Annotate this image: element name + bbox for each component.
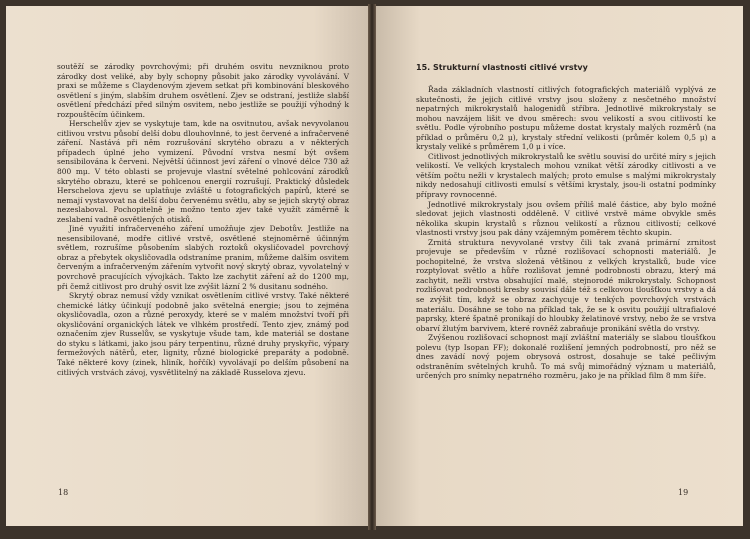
paragraph: soutěží se zárodky povrchovými; při druhém osvitu nevzniknou proto zárodky dost veliké, aby byly schopny působit jako zárodky vyvolávání. V praxi se můžeme s Claydenovým zjevem setkat při kombinování bleskového osvětlení s jiným, slabším druhem osvětlení. Zjev se odstraní, jestliže slabší osvětlení předchází před silným osvitem, nebo jestliže se použijí výhodný k rozpouštěcím účinkem. xyxy=(57,62,349,119)
book-gutter xyxy=(368,4,376,530)
paragraph: Skrytý obraz nemusí vždy vznikat osvětlením citlivé vrstvy. Také některé chemické látky účinkují podobně jako světelná energie; jsou to zejména okysličovadla, ozon a různé peroxydy, které se v malém množství tvoří při okysličování organických látek ve vlhkém prostředí. Tento zjev, známý pod označením zjev Russelův, se vyskytuje všude tam, kde materiál se dostane do styku s látkami, jako jsou páry terpentinu, různé druhy pryskyřic, výpary fermežových nátěrů, eter, lignity, různé biologické preparáty a podobně. Také některé kovy (zinek, hliník, hořčík) vyvolávají po delším působení na citlivých vrstvách závoj, vysvětlitelný na základě Russelova zjevu. xyxy=(57,291,349,377)
left-page xyxy=(6,6,368,526)
paragraph: Řada základních vlastností citlivých fotografických materiálů vyplývá ze skutečnosti, že jejich citlivé vrstvy jsou složeny z nesčetného množství nepatrných mikrokrystalů halogenidů stříbra. Jednotlivé mikrokrystaly se mohou navzájem lišit ve dvou směrech: svou velikostí a svou citlivostí ke světlu. Podle výrobního postupu můžeme dostat krystaly malých rozměrů (na příklad o průměru 0,2 μ), krystaly střední velikosti (průměr kolem 0,5 μ) a krystaly veliké s průměrem 1,0 μ i více. xyxy=(416,85,716,152)
paragraph: Citlivost jednotlivých mikrokrystalů ke světlu souvisí do určité míry s jejich velikostí. Ve velkých krystalech mohou vznikat větší zárodky citlivosti a ve větším počtu nežli v krystalech malých; proto emulse s malými mikrokrystaly nikdy nedosahují citlivosti emulsí s většími krystaly, jsou-li ostatní podmínky přípravy rovnocenné. xyxy=(416,151,716,200)
page-number: 18 xyxy=(58,488,69,497)
paragraph: Zrnitá struktura nevyvolané vrstvy čili tak zvaná primární zrnitost projevuje se především v různé rozlišovací schopnosti materiálů. Je pochopitelné, že vrstva složená většinou z velkých krystalků, bude více rozptylovat světlo a hůře rozlišovat jemné podrobnosti obrazu, který má zachytit, nežli vrstva obsahující malé, stejnorodé mikrokrystaly. Schopnost rozlišovat podrobnosti kresby souvisí dále též s celkovou tloušťkou vrstvy a dá se zvýšit tím, když se obraz zachycuje v tenkých povrchových vrstvách materiálu. Dosáhne se toho na příklad tak, že se k osvitu použijí ultrafialové paprsky, které špatně pronikají do hloubky želatinové vrstvy, nebo že se vrstva obarví žlutým barvivem, které rovněž zabraňuje pronikání světla do vrstvy. xyxy=(416,237,716,333)
right-page-text xyxy=(416,85,716,381)
paragraph: Jiné využití infračerveného záření umožňuje zjev Debotův. Jestliže na nesensibilované, modře citlivé vrstvě, osvětlené stejnoměrně účinným světlem, rozrušíme působením slabých roztoků okysličovadel povrchový obraz a přebytek okysličovadla odstraníme pranim, můžeme dalším osvitem červeným a infračerveným zářením vytvořit nový skrytý obraz, vyvolatelný v povrchově pracujících vývojkách. Takto lze zachytit záření až do 1200 mμ, při čemž citlivost pro druhý osvit lze zvýšit lázní 2 % dusitanu sodného. xyxy=(57,224,349,291)
section-heading: 15. Strukturní vlastnosti citlivé vrstvy xyxy=(416,63,588,72)
paragraph: Herschelův zjev se vyskytuje tam, kde na osvitnutou, avšak nevyvolanou citlivou vrstvu působí delší dobu dlouhovlnné, to jest červené a infračervené záření. Nastává při něm rozrušování skrytého obrazu a v některých případech úplné jeho vymizení. Původní vrstva nesmí být ovšem sensibilována k červeni. Největší účinnost jeví záření o vlnové délce 730 až 800 mμ. V této oblasti se projevuje vlastní světelné pohlcování zárodků skrytého obrazu, které se pohlcenou energií rozrušují. Praktický důsledek Herschelova zjevu se uplatňuje zvláště u fotografických papírů, které se nemají vystavovat na delší dobu červenému světlu, aby se jejich skrytý obraz nezeslaboval. Pochopitelně je možno tento zjev také využít záměrně k zeslabení vadně osvětlených otisků. xyxy=(57,119,349,224)
right-page xyxy=(376,6,743,526)
page-number: 19 xyxy=(678,488,689,497)
paragraph: Zvýšenou rozlišovací schopnost mají zvláštní materiály se slabou tloušťkou polevu (typ Isopan FF); dokonalé rozlišení jemných podrobností, pro něž se dnes zavádí nový pojem obrysová ostrost, dosahuje se také pečlivým odstraněním světelných kruhů. To má svůj mimořádný význam u materiálů, určených pro snímky nepatrného rozměru, jako je na příklad film 8 mm šíře. xyxy=(416,333,716,381)
paragraph: Jednotlivé mikrokrystaly jsou ovšem příliš malé částice, aby bylo možné sledovat jejich vlastnosti odděleně. V citlivé vrstvě máme obvykle směs několika skupin krystalů s různou velikostí a různou citlivostí; celkové vlastnosti vrstvy jsou pak dány vzájemným poměrem těchto skupin. xyxy=(416,199,716,238)
left-page-text xyxy=(57,62,349,377)
